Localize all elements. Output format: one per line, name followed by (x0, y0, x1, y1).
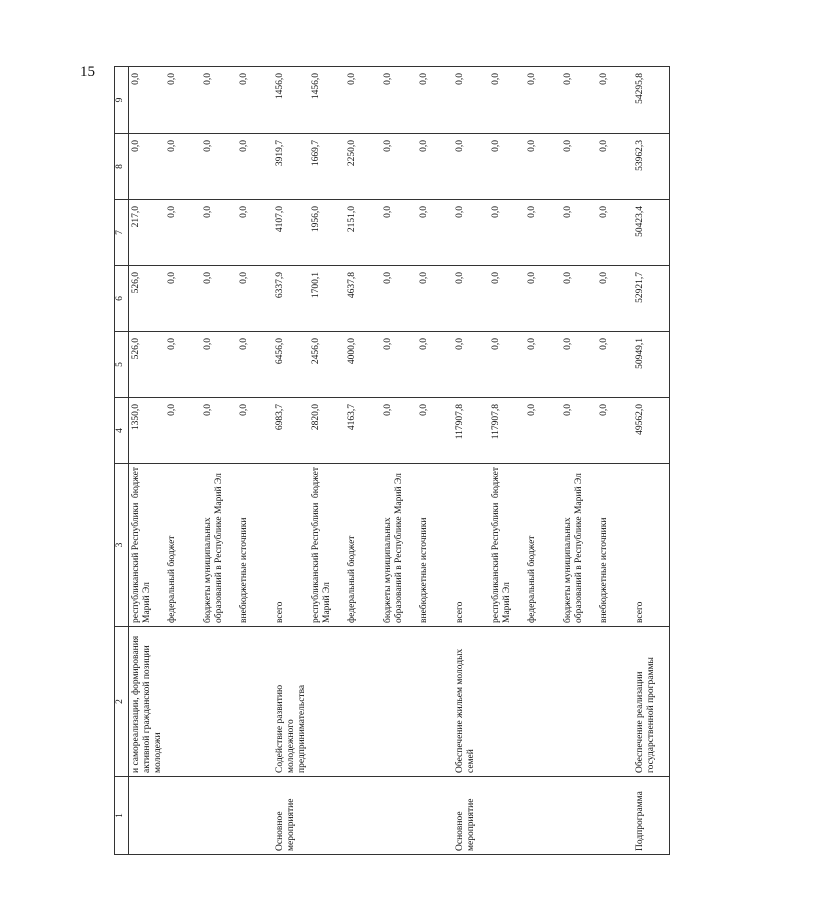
table-body (129, 67, 670, 855)
value-col-8: 3919,7 (273, 134, 309, 200)
value-col-6: 0,0 (525, 266, 561, 332)
value-col-7: 0,0 (237, 200, 273, 266)
value-col-5: 0,0 (417, 332, 453, 398)
funding-source (275, 467, 286, 623)
value-col-8: 0,0 (525, 134, 561, 200)
value-col-4: 0,0 (201, 398, 237, 464)
funding-source (599, 467, 610, 623)
value-col-5: 0,0 (381, 332, 417, 398)
value-col-5: 0,0 (453, 332, 489, 398)
header-col-2: 2 (115, 627, 129, 777)
value-col-6: 6337,9 (273, 266, 309, 332)
header-col-6: 6 (115, 266, 129, 332)
table-row (129, 67, 166, 855)
funding-source (167, 467, 178, 623)
activity-type-cell: Основное мероприятие (453, 777, 633, 855)
value-col-4: 0,0 (525, 398, 561, 464)
header-row (115, 67, 129, 855)
value-col-7: 0,0 (561, 200, 597, 266)
header-col-4: 4 (115, 398, 129, 464)
value-col-5: 4000,0 (345, 332, 381, 398)
value-col-8: 0,0 (597, 134, 633, 200)
page-number: 15 (80, 64, 95, 80)
value-col-7: 0,0 (165, 200, 201, 266)
value-col-7: 0,0 (381, 200, 417, 266)
value-col-5: 2456,0 (309, 332, 345, 398)
value-col-9: 0,0 (525, 67, 561, 134)
funding-source-suffix: бюджет (311, 467, 321, 499)
value-col-5: 0,0 (201, 332, 237, 398)
funding-source-label: федеральный бюджет (347, 535, 357, 623)
value-col-8: 0,0 (381, 134, 417, 200)
value-col-4: 6983,7 (273, 398, 309, 464)
funding-source-label: бюджеты муниципальных образований в Республике Марий Эл (563, 473, 584, 623)
value-col-4: 4163,7 (345, 398, 381, 464)
value-col-7: 0,0 (201, 200, 237, 266)
funding-source-cell (525, 464, 561, 627)
activity-name-cell: Обеспечение жильем молодых семей (453, 627, 633, 777)
funding-source (131, 467, 153, 623)
funding-source (203, 467, 225, 623)
value-col-9: 0,0 (561, 67, 597, 134)
value-col-6: 0,0 (201, 266, 237, 332)
value-col-8: 0,0 (417, 134, 453, 200)
value-col-4: 0,0 (597, 398, 633, 464)
value-col-4: 49562,0 (633, 398, 670, 464)
value-col-5: 50949,1 (633, 332, 670, 398)
value-col-7: 0,0 (489, 200, 525, 266)
activity-name-cell: Обеспечение реализации государственной программы (633, 627, 670, 777)
value-col-9: 0,0 (417, 67, 453, 134)
value-col-9: 54295,8 (633, 67, 670, 134)
value-col-4: 117907,8 (489, 398, 525, 464)
value-col-8: 0,0 (201, 134, 237, 200)
value-col-9: 0,0 (201, 67, 237, 134)
funding-source-suffix: бюджет (131, 467, 141, 499)
budget-table-rotated (114, 67, 832, 855)
funding-source (563, 467, 585, 623)
funding-source (239, 467, 250, 623)
value-col-6: 0,0 (489, 266, 525, 332)
funding-source (635, 467, 646, 623)
value-col-5: 6456,0 (273, 332, 309, 398)
activity-name-cell: Содействие развитию молодежного предпринимательства (273, 627, 453, 777)
value-col-7: 0,0 (525, 200, 561, 266)
value-col-9: 0,0 (597, 67, 633, 134)
value-col-5: 0,0 (489, 332, 525, 398)
funding-source-label: всего (455, 601, 465, 623)
value-col-6: 0,0 (237, 266, 273, 332)
value-col-4: 0,0 (237, 398, 273, 464)
funding-source-label: республиканский Республики Марий Эл (131, 502, 152, 623)
funding-source-cell (237, 464, 273, 627)
value-col-4: 1350,0 (129, 398, 166, 464)
value-col-6: 0,0 (381, 266, 417, 332)
value-col-7: 4107,0 (273, 200, 309, 266)
value-col-6: 526,0 (129, 266, 166, 332)
activity-name-cell: и самореализации, формирования активной гражданской позиции молодежи (129, 627, 274, 777)
value-col-5: 0,0 (561, 332, 597, 398)
value-col-9: 0,0 (345, 67, 381, 134)
value-col-4: 0,0 (381, 398, 417, 464)
funding-source-cell (345, 464, 381, 627)
header-col-1: 1 (115, 777, 129, 855)
funding-source (383, 467, 405, 623)
header-col-3: 3 (115, 464, 129, 627)
header-col-8: 8 (115, 134, 129, 200)
header-col-5: 5 (115, 332, 129, 398)
value-col-7: 0,0 (597, 200, 633, 266)
value-col-9: 0,0 (381, 67, 417, 134)
value-col-8: 1669,7 (309, 134, 345, 200)
funding-source-label: внебюджетные источники (239, 517, 249, 623)
value-col-8: 0,0 (561, 134, 597, 200)
funding-source-label: бюджеты муниципальных образований в Республике Марий Эл (383, 473, 404, 623)
funding-source (347, 467, 358, 623)
value-col-6: 1700,1 (309, 266, 345, 332)
value-col-9: 0,0 (489, 67, 525, 134)
value-col-5: 0,0 (597, 332, 633, 398)
funding-source-cell (273, 464, 309, 627)
value-col-6: 0,0 (597, 266, 633, 332)
value-col-9: 1456,0 (273, 67, 309, 134)
funding-source-label: федеральный бюджет (167, 535, 177, 623)
value-col-4: 2820,0 (309, 398, 345, 464)
funding-source-label: всего (635, 601, 645, 623)
funding-source-cell (309, 464, 345, 627)
funding-source-label: всего (275, 601, 285, 623)
funding-source-cell (165, 464, 201, 627)
value-col-6: 52921,7 (633, 266, 670, 332)
funding-source-label: федеральный бюджет (527, 535, 537, 623)
table-row (633, 67, 670, 855)
value-col-5: 526,0 (129, 332, 166, 398)
funding-source (419, 467, 430, 623)
value-col-6: 0,0 (165, 266, 201, 332)
header-col-9: 9 (115, 67, 129, 134)
value-col-7: 2151,0 (345, 200, 381, 266)
value-col-7: 1956,0 (309, 200, 345, 266)
value-col-7: 0,0 (453, 200, 489, 266)
value-col-5: 0,0 (525, 332, 561, 398)
value-col-8: 2250,0 (345, 134, 381, 200)
funding-source-suffix: бюджет (491, 467, 501, 499)
value-col-5: 0,0 (237, 332, 273, 398)
value-col-6: 0,0 (561, 266, 597, 332)
value-col-9: 0,0 (165, 67, 201, 134)
funding-source (527, 467, 538, 623)
activity-type-cell: Подпрограмма (633, 777, 670, 855)
table-row (453, 67, 489, 855)
funding-source-label: внебюджетные источники (419, 517, 429, 623)
funding-source-cell (417, 464, 453, 627)
funding-source (455, 467, 466, 623)
value-col-9: 1456,0 (309, 67, 345, 134)
value-col-7: 217,0 (129, 200, 166, 266)
value-col-8: 0,0 (237, 134, 273, 200)
value-col-8: 0,0 (129, 134, 166, 200)
funding-source-label: республиканский Республики Марий Эл (491, 502, 512, 623)
funding-source-cell (633, 464, 670, 627)
funding-source-cell (453, 464, 489, 627)
value-col-4: 0,0 (561, 398, 597, 464)
table-row (273, 67, 309, 855)
funding-source-label: бюджеты муниципальных образований в Республике Марий Эл (203, 473, 224, 623)
funding-source-cell (201, 464, 237, 627)
value-col-7: 0,0 (417, 200, 453, 266)
funding-source-cell (489, 464, 525, 627)
header-col-7: 7 (115, 200, 129, 266)
value-col-7: 50423,4 (633, 200, 670, 266)
budget-table (114, 66, 670, 855)
funding-source (311, 467, 333, 623)
value-col-4: 117907,8 (453, 398, 489, 464)
funding-source-cell (597, 464, 633, 627)
value-col-4: 0,0 (165, 398, 201, 464)
value-col-9: 0,0 (237, 67, 273, 134)
funding-source-cell (381, 464, 417, 627)
value-col-6: 0,0 (417, 266, 453, 332)
funding-source-cell (561, 464, 597, 627)
value-col-6: 0,0 (453, 266, 489, 332)
value-col-8: 0,0 (165, 134, 201, 200)
funding-source (491, 467, 513, 623)
value-col-4: 0,0 (417, 398, 453, 464)
value-col-5: 0,0 (165, 332, 201, 398)
funding-source-cell (129, 464, 166, 627)
funding-source-label: республиканский Республики Марий Эл (311, 502, 332, 623)
value-col-6: 4637,8 (345, 266, 381, 332)
activity-type-cell: Основное мероприятие (273, 777, 453, 855)
value-col-8: 0,0 (453, 134, 489, 200)
activity-type-cell (129, 777, 274, 855)
value-col-8: 0,0 (489, 134, 525, 200)
value-col-8: 53962,3 (633, 134, 670, 200)
value-col-9: 0,0 (129, 67, 166, 134)
funding-source-label: внебюджетные источники (599, 517, 609, 623)
value-col-9: 0,0 (453, 67, 489, 134)
